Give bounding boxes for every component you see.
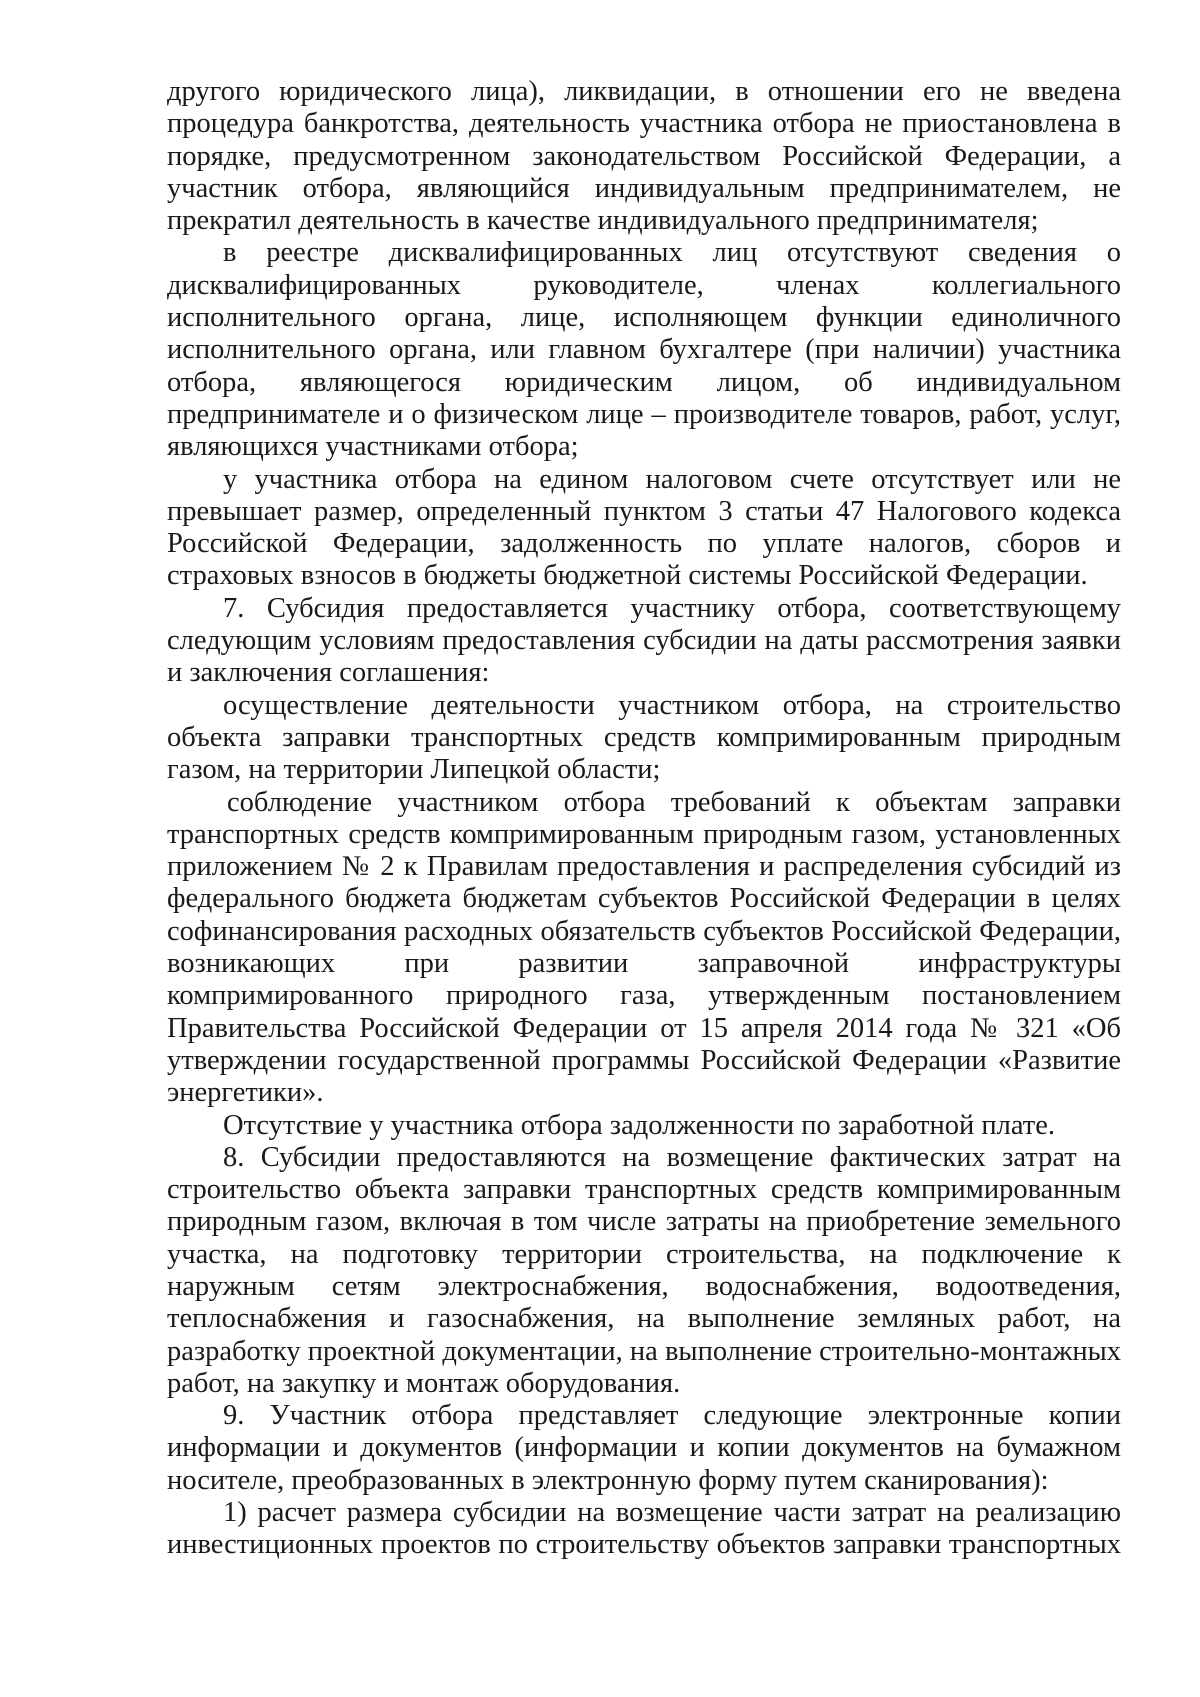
paragraph-no-wage-debt: Отсутствие у участника отбора задолженности по заработной плате.: [223, 1109, 1055, 1141]
paragraph-requirements-compliance: соблюдение участником отбора требований к объектам заправки транспортных средств компримированным природным газом, установленных приложением № 2 к Правилам предоставления и распределения субсидий из федерального бюджета бюджетам субъектов Российской Федерации в целях софинансирования расходных обязательств субъектов Российской Федерации, возникающих при развитии заправочной инфраструктуры компримированного природного газа, утвержденным постановлением Правительства Российской Федерации от 15 апреля 2014 года № 321 «Об утверждении государственной программы Российской Федерации «Развитие энергетики».: [167, 786, 1121, 1109]
paragraph-activity-lipetsk: осуществление деятельности участником отбора, на строительство объекта заправки транспортных средств компримированным природным газом, на территории Липецкой области;: [167, 689, 1121, 786]
paragraph-8-cost-reimbursement: 8. Субсидии предоставляются на возмещение фактических затрат на строительство объекта заправки транспортных средств компримированным природным газом, включая в том числе затраты на приобретение земельного участка, на подготовку территории строительства, на подключение к наружным сетям электроснабжения, водоснабжения, водоотведения, теплоснабжения и газоснабжения, на выполнение земляных работ, на разработку проектной документации, на выполнение строительно-монтажных работ, на закупку и монтаж оборудования.: [167, 1141, 1121, 1399]
paragraph-eligibility-bankruptcy: другого юридического лица), ликвидации, в отношении его не введена процедура банкротства, деятельность участника отбора не приостановлена в порядке, предусмотренном законодательством Российской Федерации, а участник отбора, являющийся индивидуальным предпринимателем, не прекратил деятельность в качестве индивидуального предпринимателя;: [167, 76, 1121, 237]
paragraph-9-documents: 9. Участник отбора представляет следующие электронные копии информации и документов (информации и копии документов на бумажном носителе, преобразованных в электронную форму путем сканирования):: [167, 1400, 1121, 1496]
paragraph-tax-debt: у участника отбора на едином налоговом счете отсутствует или не превышает размер, определенный пунктом 3 статьи 47 Налогового кодекса Российской Федерации, задолженность по уплате налогов, сборов и страховых взносов в бюджеты бюджетной системы Российской Федерации.: [167, 463, 1121, 592]
paragraph-item-1-calculation: 1) расчет размера субсидии на возмещение части затрат на реализацию инвестиционных проектов по строительству объектов заправки транспортных: [167, 1497, 1121, 1561]
document-body: [167, 76, 1121, 1562]
paragraph-7-subsidy-conditions: 7. Субсидия предоставляется участнику отбора, соответствующему следующим условиям предоставления субсидии на даты рассмотрения заявки и заключения соглашения:: [167, 592, 1121, 689]
paragraph-disqualified-persons: в реестре дисквалифицированных лиц отсутствуют сведения о дисквалифицированных руководителе, членах коллегиального исполнительного органа, лице, исполняющем функции единоличного исполнительного органа, или главном бухгалтере (при наличии) участника отбора, являющегося юридическим лицом, об индивидуальном предпринимателе и о физическом лице – производителе товаров, работ, услуг, являющихся участниками отбора;: [167, 237, 1121, 463]
